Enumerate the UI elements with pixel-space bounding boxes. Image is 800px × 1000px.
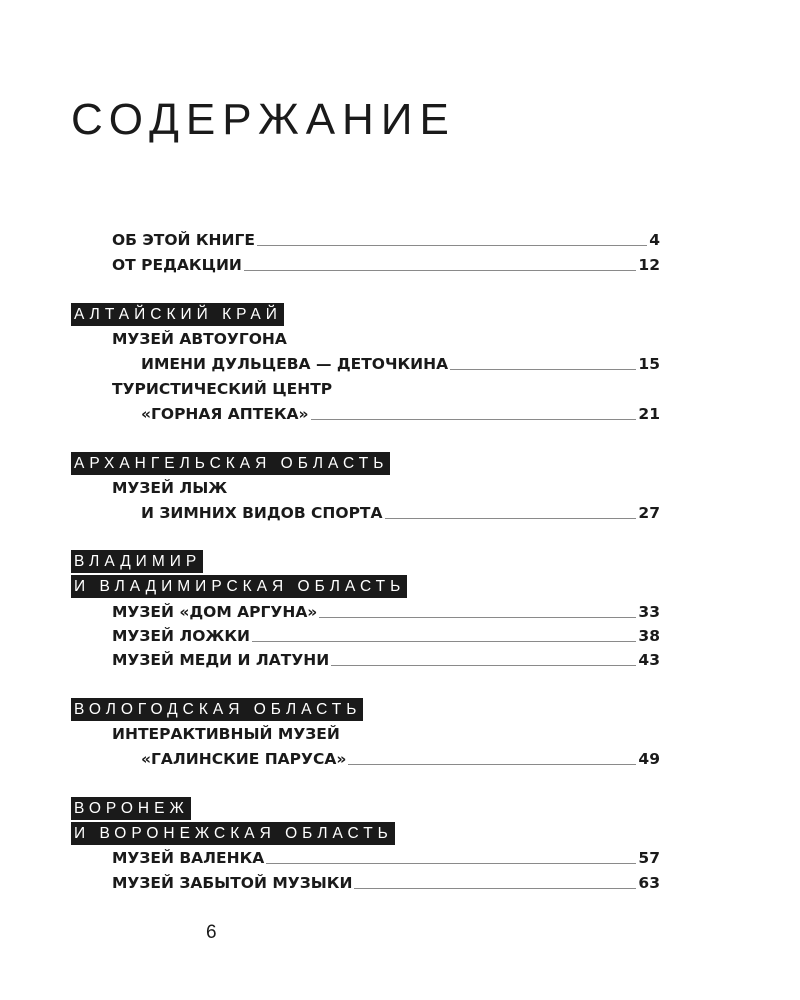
toc-entry-title: МУЗЕЙ ВАЛЕНКА: [112, 849, 265, 867]
toc-entry-page: 27: [638, 504, 660, 522]
toc-entry-page: 57: [638, 849, 660, 867]
page-title: СОДЕРЖАНИЕ: [71, 95, 456, 144]
toc-entry-argun-house[interactable]: [112, 601, 660, 623]
toc-entry-page: 15: [638, 355, 660, 373]
dot-leader: [252, 641, 636, 642]
toc-entry-page: 4: [649, 231, 660, 249]
toc-entry-about-book[interactable]: [112, 229, 660, 251]
dot-leader: [385, 518, 637, 519]
dot-leader: [354, 888, 636, 889]
dot-leader: [244, 270, 637, 271]
toc-entry-title: МУЗЕЙ «ДОМ АРГУНА»: [112, 603, 318, 621]
toc-entry-galinskie-sails[interactable]: [141, 748, 660, 770]
section-heading-voronezh-region: И ВОРОНЕЖСКАЯ ОБЛАСТЬ: [71, 822, 395, 845]
dot-leader: [331, 665, 636, 666]
section-heading-vladimir: ВЛАДИМИР: [71, 550, 203, 573]
section-heading-voronezh: ВОРОНЕЖ: [71, 797, 191, 820]
toc-entry-title: МУЗЕЙ ЛОЖКИ: [112, 627, 251, 645]
toc-entry-page: 33: [638, 603, 660, 621]
section-heading-vologda: ВОЛОГОДСКАЯ ОБЛАСТЬ: [71, 698, 363, 721]
toc-entry-page: 49: [638, 750, 660, 768]
toc-entry-spoon-museum[interactable]: [112, 625, 660, 647]
toc-entry-mountain-pharmacy[interactable]: [141, 403, 660, 425]
toc-entry-title: ИМЕНИ ДУЛЬЦЕВА — ДЕТОЧКИНА: [141, 355, 449, 373]
toc-entry-title-line[interactable]: МУЗЕЙ АВТОУГОНА: [112, 330, 287, 348]
section-heading-altai: АЛТАЙСКИЙ КРАЙ: [71, 303, 284, 326]
toc-entry-page: 43: [638, 651, 660, 669]
toc-entry-title: И ЗИМНИХ ВИДОВ СПОРТА: [141, 504, 383, 522]
toc-entry-ski-museum[interactable]: [141, 502, 660, 524]
toc-entry-forgotten-music-museum[interactable]: [112, 872, 660, 894]
toc-entry-valenok-museum[interactable]: [112, 847, 660, 869]
dot-leader: [257, 245, 647, 246]
toc-entry-title: МУЗЕЙ ЗАБЫТОЙ МУЗЫКИ: [112, 874, 353, 892]
dot-leader: [348, 764, 636, 765]
toc-entry-page: 21: [638, 405, 660, 423]
toc-entry-copper-brass-museum[interactable]: [112, 649, 660, 671]
toc-entry-title: МУЗЕЙ МЕДИ И ЛАТУНИ: [112, 651, 330, 669]
section-heading-arkhangelsk: АРХАНГЕЛЬСКАЯ ОБЛАСТЬ: [71, 452, 390, 475]
toc-entry-title: ОБ ЭТОЙ КНИГЕ: [112, 231, 255, 249]
dot-leader: [450, 369, 636, 370]
toc-entry-page: 12: [638, 256, 660, 274]
toc-entry-title-line[interactable]: МУЗЕЙ ЛЫЖ: [112, 479, 228, 497]
toc-entry-title: «ГАЛИНСКИЕ ПАРУСА»: [141, 750, 347, 768]
toc-entry-title: ОТ РЕДАКЦИИ: [112, 256, 242, 274]
dot-leader: [319, 617, 636, 618]
toc-entry-title-line[interactable]: ИНТЕРАКТИВНЫЙ МУЗЕЙ: [112, 725, 340, 743]
toc-entry-page: 38: [638, 627, 660, 645]
dot-leader: [266, 863, 636, 864]
toc-entry-title-line[interactable]: ТУРИСТИЧЕСКИЙ ЦЕНТР: [112, 380, 333, 398]
toc-entry-title: «ГОРНАЯ АПТЕКА»: [141, 405, 309, 423]
section-heading-vladimir-region: И ВЛАДИМИРСКАЯ ОБЛАСТЬ: [71, 575, 407, 598]
toc-entry-page: 63: [638, 874, 660, 892]
toc-entry-from-editors[interactable]: [112, 254, 660, 276]
toc-entry-car-theft-museum[interactable]: [141, 353, 660, 375]
page-number: 6: [206, 922, 217, 943]
dot-leader: [311, 419, 637, 420]
